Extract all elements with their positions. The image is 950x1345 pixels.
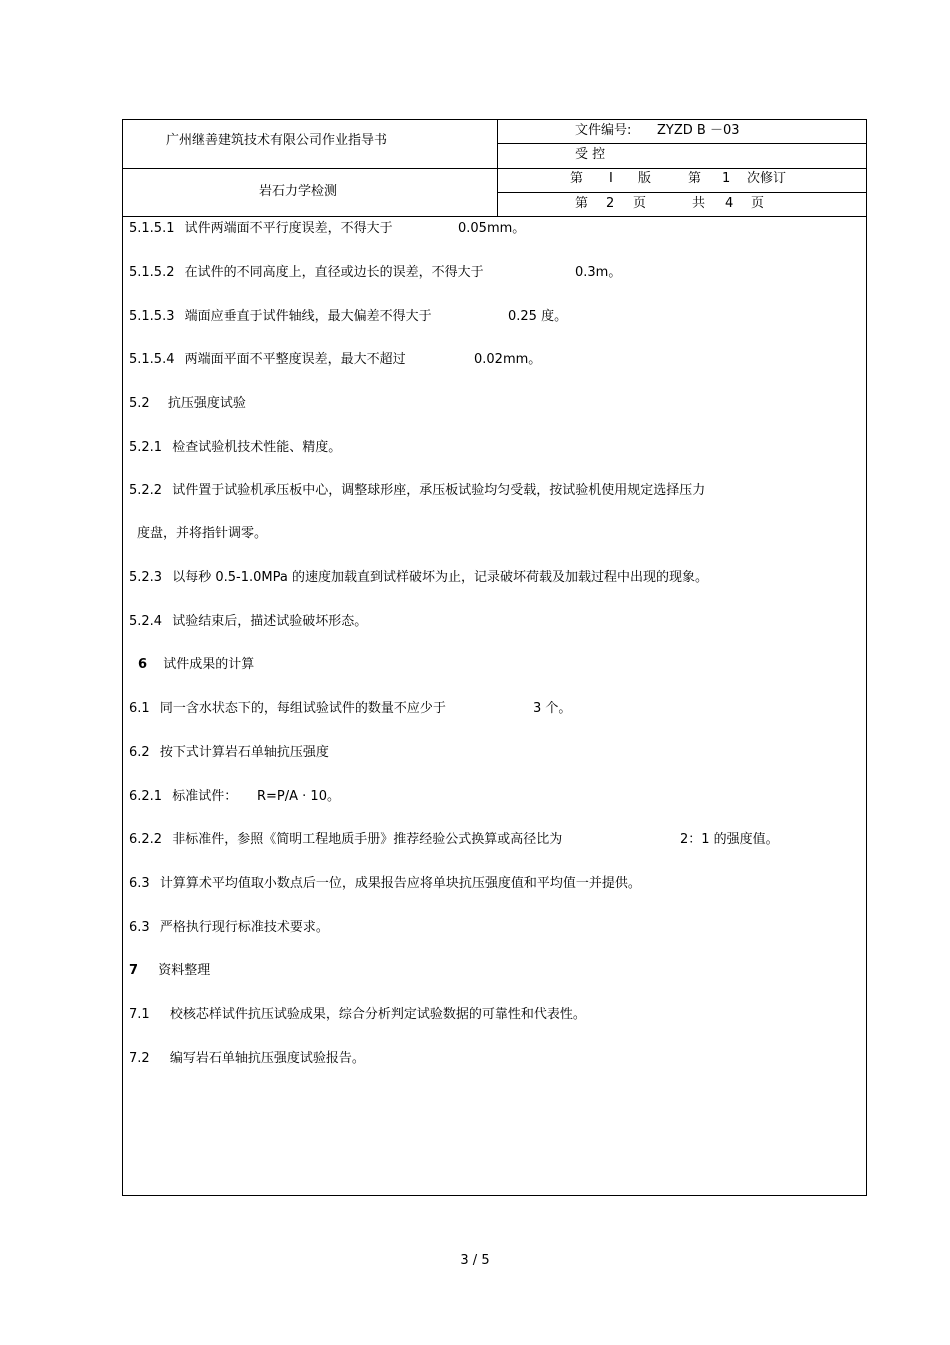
- page-gong: 共: [692, 196, 706, 211]
- clause-text: 抗压强度试验: [167, 396, 246, 411]
- clause-text: 严格执行现行标准技术要求。: [159, 920, 329, 935]
- clause-5-1-5-1: [129, 221, 526, 236]
- page-indicator: 3 / 5: [460, 1253, 490, 1268]
- clause-5-1-5-3: [129, 309, 568, 324]
- clause-number: 5.1.5.3: [129, 309, 175, 324]
- clause-number: 5.1.5.4: [129, 352, 175, 367]
- clause-text: 试验结束后，描述试验破坏形态。: [172, 614, 368, 629]
- page-number: 2: [606, 196, 615, 211]
- clause-number: 6.3: [129, 920, 150, 935]
- clause-5-2: [129, 397, 246, 410]
- clause-5-1-5-2: [129, 265, 622, 280]
- section-title: 试件成果的计算: [163, 657, 255, 672]
- section-number: 7: [129, 963, 139, 978]
- section-6-heading: [138, 658, 254, 671]
- clause-value: 0.05mm。: [458, 221, 526, 236]
- edition-number: I: [609, 171, 613, 186]
- clause-text: 端面应垂直于试件轴线，最大偏差不得大于: [184, 309, 432, 324]
- clause-text: 试件两端面不平行度误差，不得大于: [184, 221, 393, 236]
- header-divider: [122, 168, 867, 169]
- clause-6-2-2: [129, 832, 779, 847]
- clause-text: 检查试验机技术性能、精度。: [172, 440, 342, 455]
- clause-number: 5.1.5.2: [129, 265, 175, 280]
- clause-text: 度盘，并将指针调零。: [137, 526, 268, 541]
- clause-number: 5.1.5.1: [129, 221, 175, 236]
- clause-5-2-2-continuation: [137, 527, 267, 540]
- clause-6-2: [129, 746, 329, 759]
- clause-number: 5.2.1: [129, 440, 163, 455]
- clause-value: 3 个。: [533, 701, 572, 716]
- clause-5-2-1: [129, 441, 341, 454]
- clause-number: 5.2: [129, 396, 150, 411]
- clause-6-3-b: [129, 921, 329, 934]
- clause-number: 7.2: [129, 1051, 150, 1066]
- right-subdivider-top: [497, 143, 867, 144]
- clause-value: 0.25 度。: [508, 309, 568, 324]
- clause-number: 5.2.2: [129, 483, 163, 498]
- page-di: 第: [575, 196, 589, 211]
- revision-di: 第: [688, 171, 702, 186]
- clause-6-3-a: [129, 877, 641, 890]
- clause-text: 计算算术平均值取小数点后一位，成果报告应将单块抗压强度值和平均值一并提供。: [159, 876, 641, 891]
- clause-text: 同一含水状态下的，每组试验试件的数量不应少于: [159, 701, 446, 716]
- revision-number: 1: [722, 171, 731, 186]
- page-ye: 页: [633, 196, 647, 211]
- section-title: 资料整理: [158, 963, 211, 978]
- header-bottom-border: [122, 216, 867, 217]
- section-7-heading: [129, 964, 210, 977]
- clause-number: 6.2.1: [129, 789, 163, 804]
- controlled-status: 受 控: [575, 147, 606, 162]
- page-total: 4: [725, 196, 734, 211]
- page-ye2: 页: [751, 196, 765, 211]
- clause-number: 6.1: [129, 701, 150, 716]
- clause-5-2-4: [129, 615, 367, 628]
- clause-5-2-3: [129, 571, 708, 584]
- clause-text: 按下式计算岩石单轴抗压强度: [159, 745, 329, 760]
- clause-7-2: [129, 1052, 365, 1065]
- clause-6-2-1: [129, 789, 340, 804]
- clause-number: 6.2.2: [129, 832, 163, 847]
- header-column-divider: [497, 119, 498, 216]
- clause-number: 7.1: [129, 1007, 150, 1022]
- clause-text: 试件置于试验机承压板中心，调整球形座，承压板试验均匀受载，按试验机使用规定选择压力: [172, 483, 706, 498]
- edition-ban: 版: [638, 171, 652, 186]
- doc-no-label: 文件编号:: [575, 123, 632, 138]
- clause-number: 5.2.4: [129, 614, 163, 629]
- clause-value: 0.3m。: [575, 265, 622, 280]
- clause-number: 6.3: [129, 876, 150, 891]
- clause-number: 6.2: [129, 745, 150, 760]
- clause-5-2-2: [129, 484, 705, 497]
- doc-no-value: ZYZD B －03: [657, 123, 740, 138]
- right-subdivider-bottom: [497, 192, 867, 193]
- clause-text: 编写岩石单轴抗压强度试验报告。: [169, 1051, 365, 1066]
- edition-di: 第: [570, 171, 584, 186]
- clause-text: 标准试件：: [172, 789, 238, 804]
- clause-text: 在试件的不同高度上，直径或边长的误差，不得大于: [184, 265, 484, 280]
- company-title: 广州继善建筑技术有限公司作业指导书: [166, 133, 388, 148]
- clause-6-1: [129, 701, 572, 716]
- clause-value: 0.02mm。: [474, 352, 542, 367]
- clause-text: 以每秒 0.5-1.0MPa 的速度加载直到试样破坏为止，记录破坏荷载及加载过程中出现的现象。: [172, 570, 708, 585]
- clause-7-1: [129, 1008, 586, 1021]
- clause-formula: R=P/A · 10。: [257, 789, 340, 804]
- clause-text: 非标准件，参照《简明工程地质手册》推荐经验公式换算或高径比为: [172, 832, 563, 847]
- subject-title: 岩石力学检测: [259, 184, 338, 199]
- clause-number: 5.2.3: [129, 570, 163, 585]
- clause-value: 2：1 的强度值。: [680, 832, 779, 847]
- section-number: 6: [138, 657, 148, 672]
- clause-5-1-5-4: [129, 352, 542, 367]
- clause-text: 校核芯样试件抗压试验成果，综合分析判定试验数据的可靠性和代表性。: [169, 1007, 586, 1022]
- clause-text: 两端面平面不平整度误差，最大不超过: [184, 352, 406, 367]
- revision-ci: 次修订: [747, 171, 787, 186]
